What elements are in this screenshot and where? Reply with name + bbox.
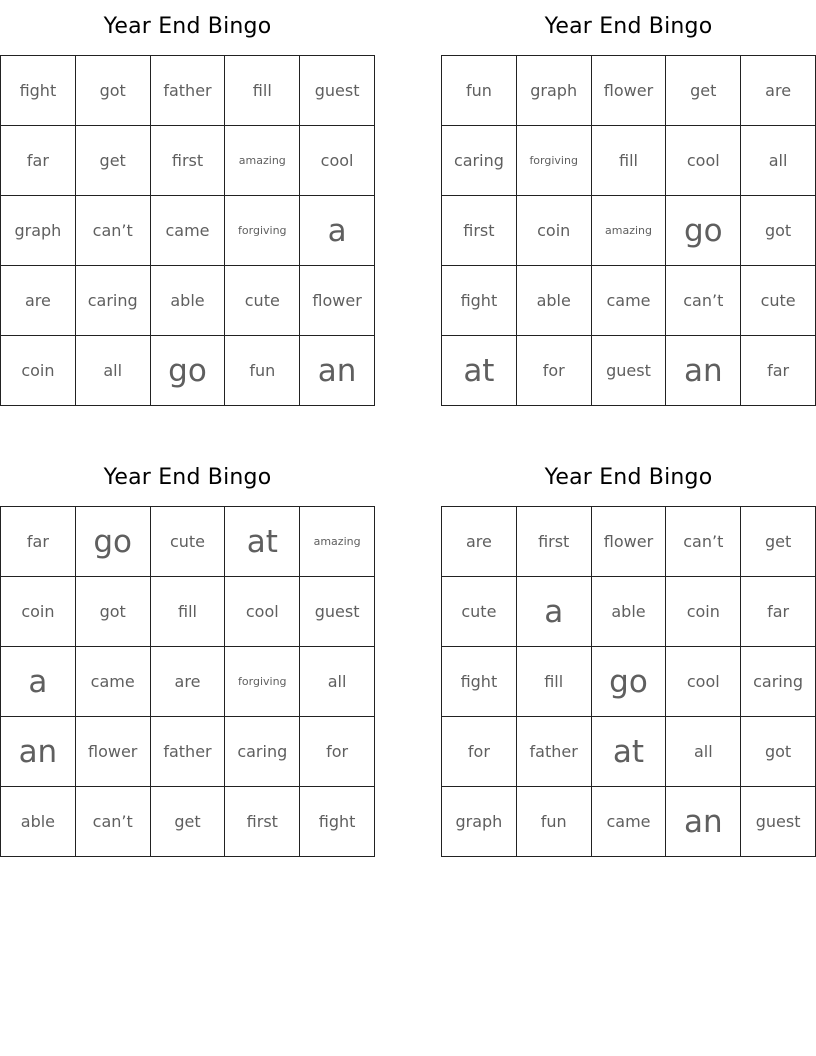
- bingo-cell: caring: [442, 126, 517, 196]
- bingo-cell: cute: [741, 266, 816, 336]
- bingo-cell: for: [300, 717, 375, 787]
- bingo-cell: amazing: [592, 196, 667, 266]
- bingo-card: [441, 461, 816, 840]
- bingo-cell: coin: [517, 196, 592, 266]
- bingo-cell: guest: [741, 787, 816, 857]
- bingo-cell: fun: [442, 56, 517, 126]
- bingo-cell: forgiving: [517, 126, 592, 196]
- bingo-cell: far: [1, 507, 76, 577]
- bingo-cell: cute: [151, 507, 226, 577]
- bingo-cell: for: [442, 717, 517, 787]
- bingo-grid: [0, 55, 375, 406]
- bingo-cell: flower: [592, 507, 667, 577]
- bingo-cell: get: [666, 56, 741, 126]
- bingo-cell: guest: [300, 56, 375, 126]
- bingo-cell: far: [1, 126, 76, 196]
- bingo-cell: an: [666, 336, 741, 406]
- bingo-cell: father: [517, 717, 592, 787]
- bingo-cell: fight: [442, 266, 517, 336]
- bingo-cell: get: [741, 507, 816, 577]
- bingo-cell: fight: [442, 647, 517, 717]
- card-title: Year End Bingo: [544, 14, 713, 39]
- bingo-cell: at: [592, 717, 667, 787]
- bingo-cell: got: [76, 56, 151, 126]
- bingo-cell: coin: [1, 577, 76, 647]
- bingo-cell: graph: [442, 787, 517, 857]
- bingo-cell: cute: [225, 266, 300, 336]
- bingo-cell: all: [741, 126, 816, 196]
- bingo-cell: fun: [225, 336, 300, 406]
- bingo-cell: can’t: [666, 266, 741, 336]
- bingo-cell: came: [592, 787, 667, 857]
- card-title: Year End Bingo: [544, 465, 713, 490]
- bingo-cell: fill: [517, 647, 592, 717]
- card-title: Year End Bingo: [103, 14, 272, 39]
- bingo-cell: can’t: [666, 507, 741, 577]
- bingo-cell: go: [592, 647, 667, 717]
- bingo-cell: fight: [1, 56, 76, 126]
- bingo-cell: got: [741, 196, 816, 266]
- bingo-grid: [441, 506, 816, 857]
- bingo-cell: able: [1, 787, 76, 857]
- bingo-cell: can’t: [76, 196, 151, 266]
- bingo-cell: at: [442, 336, 517, 406]
- bingo-cell: coin: [666, 577, 741, 647]
- bingo-cell: father: [151, 717, 226, 787]
- bingo-cell: first: [151, 126, 226, 196]
- bingo-cell: are: [1, 266, 76, 336]
- bingo-cell: graph: [1, 196, 76, 266]
- bingo-cell: an: [666, 787, 741, 857]
- bingo-card: [0, 461, 375, 831]
- bingo-cell: are: [741, 56, 816, 126]
- bingo-cell: caring: [225, 717, 300, 787]
- bingo-cell: far: [741, 577, 816, 647]
- bingo-cell: able: [517, 266, 592, 336]
- bingo-cell: fill: [151, 577, 226, 647]
- bingo-cell: are: [151, 647, 226, 717]
- bingo-cell: amazing: [300, 507, 375, 577]
- bingo-cell: got: [76, 577, 151, 647]
- bingo-cell: caring: [76, 266, 151, 336]
- bingo-cell: fight: [300, 787, 375, 857]
- bingo-cell: forgiving: [225, 196, 300, 266]
- bingo-cell: go: [666, 196, 741, 266]
- bingo-cell: an: [300, 336, 375, 406]
- bingo-cell: able: [151, 266, 226, 336]
- bingo-cell: father: [151, 56, 226, 126]
- bingo-cell: came: [76, 647, 151, 717]
- bingo-cell: flower: [76, 717, 151, 787]
- bingo-cell: forgiving: [225, 647, 300, 717]
- bingo-cell: guest: [592, 336, 667, 406]
- bingo-cell: flower: [300, 266, 375, 336]
- bingo-cell: all: [300, 647, 375, 717]
- bingo-cell: all: [666, 717, 741, 787]
- bingo-cell: far: [741, 336, 816, 406]
- bingo-cell: cool: [666, 647, 741, 717]
- bingo-cell: coin: [1, 336, 76, 406]
- bingo-cell: flower: [592, 56, 667, 126]
- bingo-cell: able: [592, 577, 667, 647]
- bingo-cell: came: [151, 196, 226, 266]
- bingo-cell: get: [76, 126, 151, 196]
- bingo-cell: all: [76, 336, 151, 406]
- bingo-cell: got: [741, 717, 816, 787]
- bingo-card: [441, 10, 816, 389]
- bingo-cell: first: [225, 787, 300, 857]
- bingo-cell: amazing: [225, 126, 300, 196]
- bingo-card: [0, 10, 375, 389]
- bingo-cell: first: [442, 196, 517, 266]
- bingo-cell: an: [1, 717, 76, 787]
- bingo-cell: guest: [300, 577, 375, 647]
- bingo-cell: are: [442, 507, 517, 577]
- bingo-cell: go: [151, 336, 226, 406]
- bingo-cell: fun: [517, 787, 592, 857]
- bingo-cell: get: [151, 787, 226, 857]
- bingo-cell: a: [300, 196, 375, 266]
- bingo-cell: graph: [517, 56, 592, 126]
- bingo-cell: cute: [442, 577, 517, 647]
- bingo-cell: cool: [300, 126, 375, 196]
- bingo-cell: cool: [666, 126, 741, 196]
- card-title: Year End Bingo: [103, 465, 272, 490]
- bingo-cell: a: [1, 647, 76, 717]
- bingo-cell: came: [592, 266, 667, 336]
- bingo-cell: cool: [225, 577, 300, 647]
- bingo-cell: go: [76, 507, 151, 577]
- bingo-cell: caring: [741, 647, 816, 717]
- bingo-grid: [441, 55, 816, 406]
- bingo-cell: at: [225, 507, 300, 577]
- bingo-cell: a: [517, 577, 592, 647]
- bingo-cell: fill: [592, 126, 667, 196]
- bingo-grid: [0, 506, 375, 857]
- bingo-cell: first: [517, 507, 592, 577]
- bingo-cell: can’t: [76, 787, 151, 857]
- bingo-cell: fill: [225, 56, 300, 126]
- bingo-cell: for: [517, 336, 592, 406]
